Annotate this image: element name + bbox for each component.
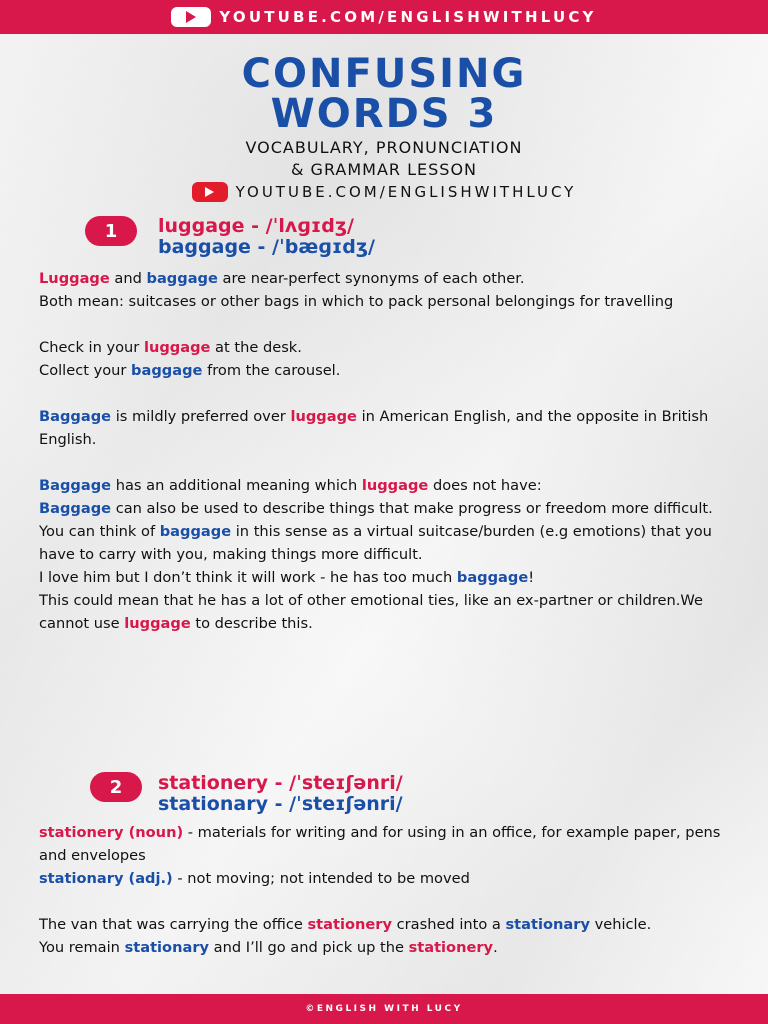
section1-word2: baggage - /ˈbæɡɪdʒ/ xyxy=(158,236,375,258)
youtube-icon xyxy=(192,182,228,202)
section-number-badge: 2 xyxy=(90,772,142,802)
youtube-icon xyxy=(171,7,211,27)
section1-word1: luggage - /ˈlʌɡɪdʒ/ xyxy=(158,215,354,237)
paragraph xyxy=(39,497,739,566)
section-number-badge: 1 xyxy=(85,216,137,246)
paragraph xyxy=(39,821,739,867)
highlight-word: stationary (adj.) xyxy=(39,870,173,887)
text: Check in your xyxy=(39,339,144,356)
page-title-line2: WORDS 3 xyxy=(270,91,498,137)
paragraph xyxy=(39,336,739,359)
highlight-word: stationary xyxy=(505,916,590,933)
text: and xyxy=(109,270,147,287)
highlight-word: baggage xyxy=(159,523,232,540)
top-banner-url[interactable]: YOUTUBE.COM/ENGLISHWITHLUCY xyxy=(219,8,597,26)
paragraph xyxy=(39,867,739,890)
highlight-word: stationery (noun) xyxy=(39,824,184,841)
highlight-word: luggage xyxy=(290,408,357,425)
section1-body xyxy=(39,267,739,635)
text: at the desk. xyxy=(210,339,302,356)
text: does not have: xyxy=(428,477,542,494)
highlight-word: luggage xyxy=(124,615,191,632)
highlight-word: Baggage xyxy=(39,408,112,425)
highlight-word: baggage xyxy=(131,362,203,379)
highlight-word: Baggage xyxy=(39,477,112,494)
text: This could mean that he has a lot of other emotional ties, like an ex-partner or children.We cannot use xyxy=(39,592,703,632)
highlight-word: luggage xyxy=(143,339,211,356)
channel-link[interactable] xyxy=(0,180,768,204)
text: - materials for writing and for using in an office, for example paper, pens and envelopes xyxy=(39,824,721,864)
top-banner xyxy=(0,0,768,34)
text: . xyxy=(493,939,498,956)
paragraph xyxy=(39,267,739,290)
text: I love him but I don’t think it will work - he has too much xyxy=(39,569,457,586)
paragraph xyxy=(39,589,739,635)
paragraph xyxy=(39,359,739,382)
text: - not moving; not intended to be moved xyxy=(172,870,470,887)
text: crashed into a xyxy=(391,916,506,933)
highlight-word: stationery xyxy=(408,939,494,956)
paragraph xyxy=(39,936,739,959)
section2-word1: stationery - /ˈsteɪʃənri/ xyxy=(158,772,403,794)
subtitle-line1: VOCABULARY, PRONUNCIATION xyxy=(245,138,523,157)
paragraph xyxy=(39,474,739,497)
highlight-word: Luggage xyxy=(39,270,110,287)
highlight-word: luggage xyxy=(361,477,429,494)
paragraph xyxy=(39,405,739,451)
text: Collect your xyxy=(39,362,132,379)
text: You remain xyxy=(39,939,125,956)
section2-word2: stationary - /ˈsteɪʃənri/ xyxy=(158,793,403,815)
text: in American English, and the opposite in British English. xyxy=(39,408,709,448)
channel-url[interactable]: YOUTUBE.COM/ENGLISHWITHLUCY xyxy=(235,183,577,201)
section2-body xyxy=(39,821,739,959)
text: vehicle. xyxy=(589,916,652,933)
highlight-word: baggage xyxy=(146,270,218,287)
footer-banner: ©ENGLISH WITH LUCY xyxy=(0,994,768,1024)
text: are near-perfect synonyms of each other. xyxy=(217,270,525,287)
text: from the carousel. xyxy=(202,362,341,379)
page-title-line1: CONFUSING xyxy=(241,51,527,97)
text: to describe this. xyxy=(190,615,313,632)
paragraph xyxy=(39,566,739,589)
text: and I’ll go and pick up the xyxy=(209,939,409,956)
highlight-word: Baggage xyxy=(39,500,112,517)
text: in this sense as a virtual suitcase/burden (e.g emotions) that you have to carry with you, making things more difficult. xyxy=(39,523,712,563)
highlight-word: stationary xyxy=(124,939,210,956)
text: can also be used to describe things that make progress or freedom more difficult. You can think of xyxy=(39,500,713,540)
text: has an additional meaning which xyxy=(111,477,362,494)
paragraph xyxy=(39,913,739,936)
text: ! xyxy=(528,569,535,586)
highlight-word: stationery xyxy=(307,916,392,933)
text: is mildly preferred over xyxy=(111,408,291,425)
paragraph: Both mean: suitcases or other bags in which to pack personal belongings for travelling xyxy=(39,293,674,310)
highlight-word: baggage xyxy=(456,569,529,586)
text: The van that was carrying the office xyxy=(39,916,308,933)
subtitle-line2: & GRAMMAR LESSON xyxy=(290,160,478,179)
